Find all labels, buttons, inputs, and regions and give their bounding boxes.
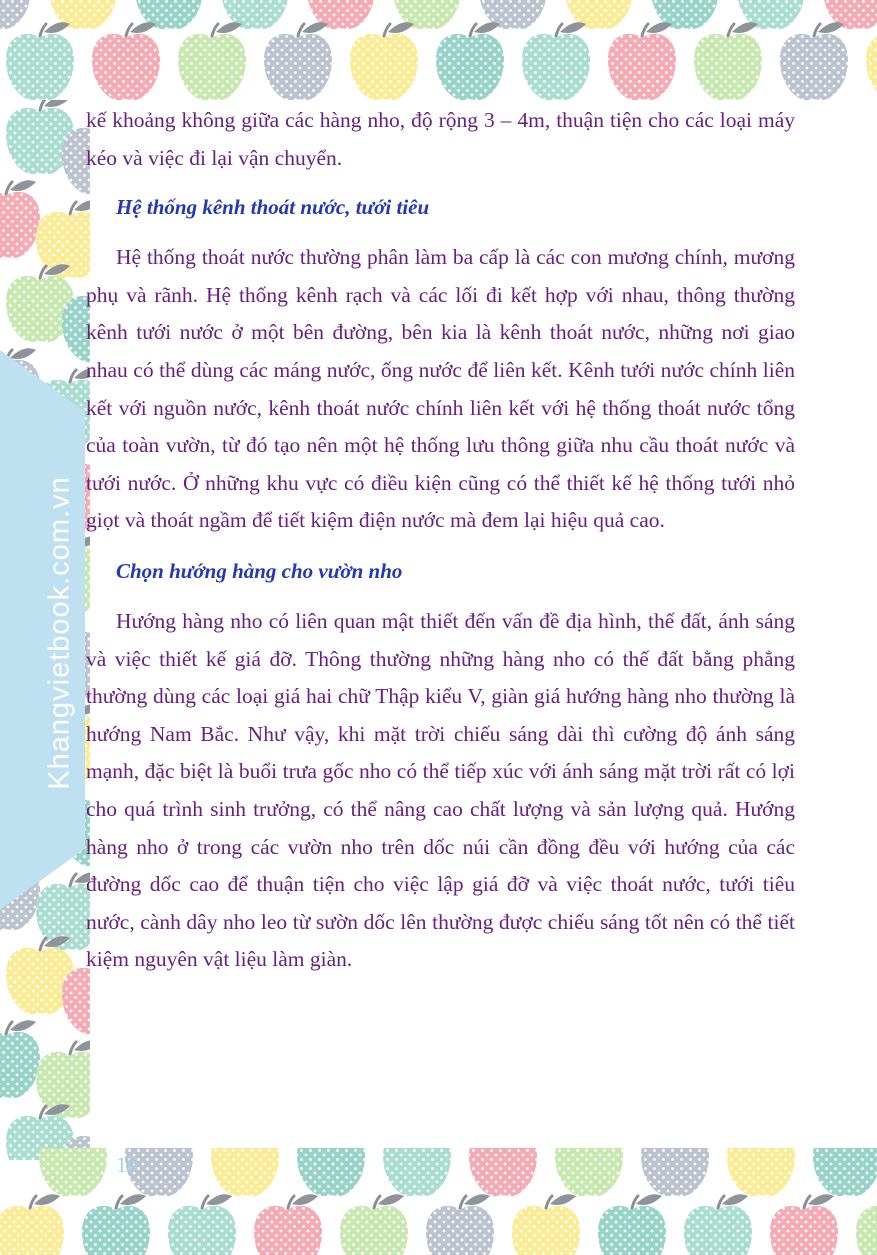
polka-dot-apple-icon xyxy=(82,1194,150,1255)
polka-dot-apple-icon xyxy=(727,1148,795,1196)
polka-dot-apple-icon xyxy=(608,22,676,100)
polka-dot-apple-icon xyxy=(0,180,40,258)
polka-dot-apple-icon xyxy=(426,1194,494,1255)
polka-dot-apple-icon xyxy=(770,1194,838,1255)
page-content xyxy=(86,102,795,979)
polka-dot-apple-icon xyxy=(350,22,418,100)
page-number: 16 xyxy=(116,1152,138,1177)
polka-dot-apple-icon xyxy=(92,22,160,100)
watermark-text: Khangvietbook.com.vn xyxy=(43,476,76,790)
polka-dot-apple-icon xyxy=(211,1148,279,1196)
polka-dot-apple-icon xyxy=(178,22,246,100)
polka-dot-apple-icon xyxy=(383,1148,451,1196)
polka-dot-apple-icon xyxy=(598,1194,666,1255)
polka-dot-apple-icon xyxy=(436,22,504,100)
polka-dot-apple-icon xyxy=(264,22,332,100)
paragraph-row-direction: Hướng hàng nho có liên quan mật thiết đến vấn đề địa hình, thế đất, ánh sáng và việc thiết kế giá đỡ. Thông thường những hàng nho có thế đất bằng phẳng thường dùng các loại giá hai chữ Thập kiểu V, giàn giá hướng hàng nho thường là hướng Nam Bắc. Như vậy, khi mặt trời chiếu sáng dài thì cường độ ánh sáng mạnh, đặc biệt là buổi trưa gốc nho có thể tiếp xúc với ánh sáng mặt trời rất có lợi cho quá trình sinh trưởng, có thể nâng cao chất lượng và sản lượng quả. Hướng hàng nho ở trong các vườn nho trên dốc núi cần đồng đều với hướng của các đường dốc cao để thuận tiện cho việc lập giá đỡ và việc thoát nước, tưới tiêu nước, cành dây nho leo từ sườn dốc lên thường được chiếu sáng tốt nên có thể tiết kiệm nguyên vật liệu làm giàn. xyxy=(86,608,795,972)
polka-dot-apple-icon xyxy=(340,1194,408,1255)
polka-dot-apple-icon xyxy=(39,1148,107,1196)
polka-dot-apple-icon xyxy=(469,1148,537,1196)
polka-dot-apple-icon xyxy=(0,1194,64,1255)
polka-dot-apple-icon xyxy=(522,22,590,100)
polka-dot-apple-icon xyxy=(0,1020,40,1098)
polka-dot-apple-icon xyxy=(684,1194,752,1255)
polka-dot-apple-icon xyxy=(555,1148,623,1196)
polka-dot-apple-icon xyxy=(6,22,74,100)
polka-dot-apple-icon xyxy=(866,22,877,100)
polka-dot-apple-icon xyxy=(780,22,848,100)
polka-dot-apple-icon xyxy=(512,1194,580,1255)
top-apple-border xyxy=(0,0,877,108)
polka-dot-apple-icon xyxy=(168,1194,236,1255)
polka-dot-apple-icon xyxy=(856,1194,877,1255)
polka-dot-apple-icon xyxy=(254,1194,322,1255)
paragraph-drainage: Hệ thống thoát nước thường phân làm ba cấp là các con mương chính, mương phụ và rãnh. Hệ thống kênh rạch và các lối đi kết hợp với nhau, thông thường kênh tưới nước ở một bên đường, bên kia là kênh thoát nước, những nơi giao nhau có thể dùng các máng nước, ống nước để liên kết. Kênh tưới nước chính liên kết với nguồn nước, kênh thoát nước chính liên kết với hệ thống thoát nước tổng của toàn vườn, từ đó tạo nên một hệ thống lưu thông giữa nhu cầu thoát nước và tưới nước. Ở những khu vực có điều kiện cũng có thể thiết kế hệ thống tưới nhỏ giọt và thoát ngầm để tiết kiệm điện nước mà đem lại hiệu quả cao. xyxy=(86,245,795,533)
polka-dot-apple-icon xyxy=(297,1148,365,1196)
polka-dot-apple-icon xyxy=(0,0,31,29)
polka-dot-apple-icon xyxy=(813,1148,877,1196)
paragraph-continued: kế khoảng không giữa các hàng nho, độ rộng 3 – 4m, thuận tiện cho các loại máy kéo và việc đi lại vận chuyển. xyxy=(86,108,795,170)
polka-dot-apple-icon xyxy=(694,22,762,100)
polka-dot-apple-icon xyxy=(641,1148,709,1196)
heading-row-direction: Chọn hướng hàng cho vườn nho xyxy=(116,558,403,583)
heading-drainage: Hệ thống kênh thoát nước, tưới tiêu xyxy=(116,195,430,220)
